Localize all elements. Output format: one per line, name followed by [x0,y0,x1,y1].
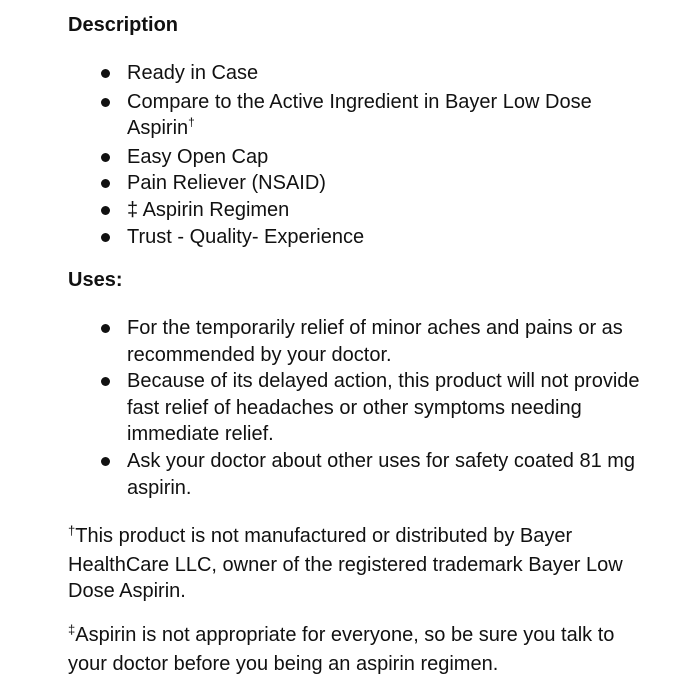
uses-list [101,315,641,501]
bullet-icon [101,377,110,386]
list-item-text: Trust - Quality- Experience [127,225,365,248]
list-item-text: Easy Open Cap [127,145,269,168]
bullet-icon [101,206,110,215]
bullet-icon [101,98,110,107]
list-item [101,448,641,501]
bullet-icon [101,153,110,162]
bullet-icon [101,324,110,333]
double-dagger-mark: ‡ [68,622,76,637]
list-item-text: Pain Reliever (NSAID) [127,172,326,195]
list-item [101,197,641,224]
bullet-icon [101,457,110,466]
bullet-icon [101,69,110,78]
list-item [101,224,641,251]
list-item-text: Compare to the Active Ingredient in Bayer Low Dose Aspirin [127,90,592,140]
footnote-warning [68,622,638,677]
footnote-text: Aspirin is not appropriate for everyone, so be sure you talk to your doctor before you being an aspirin regimen. [68,624,615,675]
list-item [101,315,641,368]
uses-heading: Uses: [68,269,123,291]
list-item [101,368,641,448]
dagger-mark: † [68,523,76,538]
description-heading: Description [68,14,179,36]
list-item [101,89,641,144]
bullet-icon [101,233,110,242]
list-item-text: Ask your doctor about other uses for safety coated 81 mg aspirin. [127,449,636,499]
footnote-text: This product is not manufactured or distributed by Bayer HealthCare LLC, owner of the registered trademark Bayer Low Dose Aspirin. [68,525,623,603]
list-item-text: ‡ Aspirin Regimen [127,198,290,221]
list-item-text: Ready in Case [127,62,259,84]
list-item [101,170,641,197]
dagger-mark: † [188,115,195,130]
list-item [101,60,641,89]
bullet-icon [101,179,110,188]
list-item-text: For the temporarily relief of minor aches and pains or as recommended by your doctor. [127,317,623,366]
list-item-text: Because of its delayed action, this product will not provide fast relief of headaches or other symptoms needing immediate relief. [127,370,640,446]
description-list [101,60,641,250]
footnote-trademark [68,523,638,605]
list-item [101,144,641,171]
